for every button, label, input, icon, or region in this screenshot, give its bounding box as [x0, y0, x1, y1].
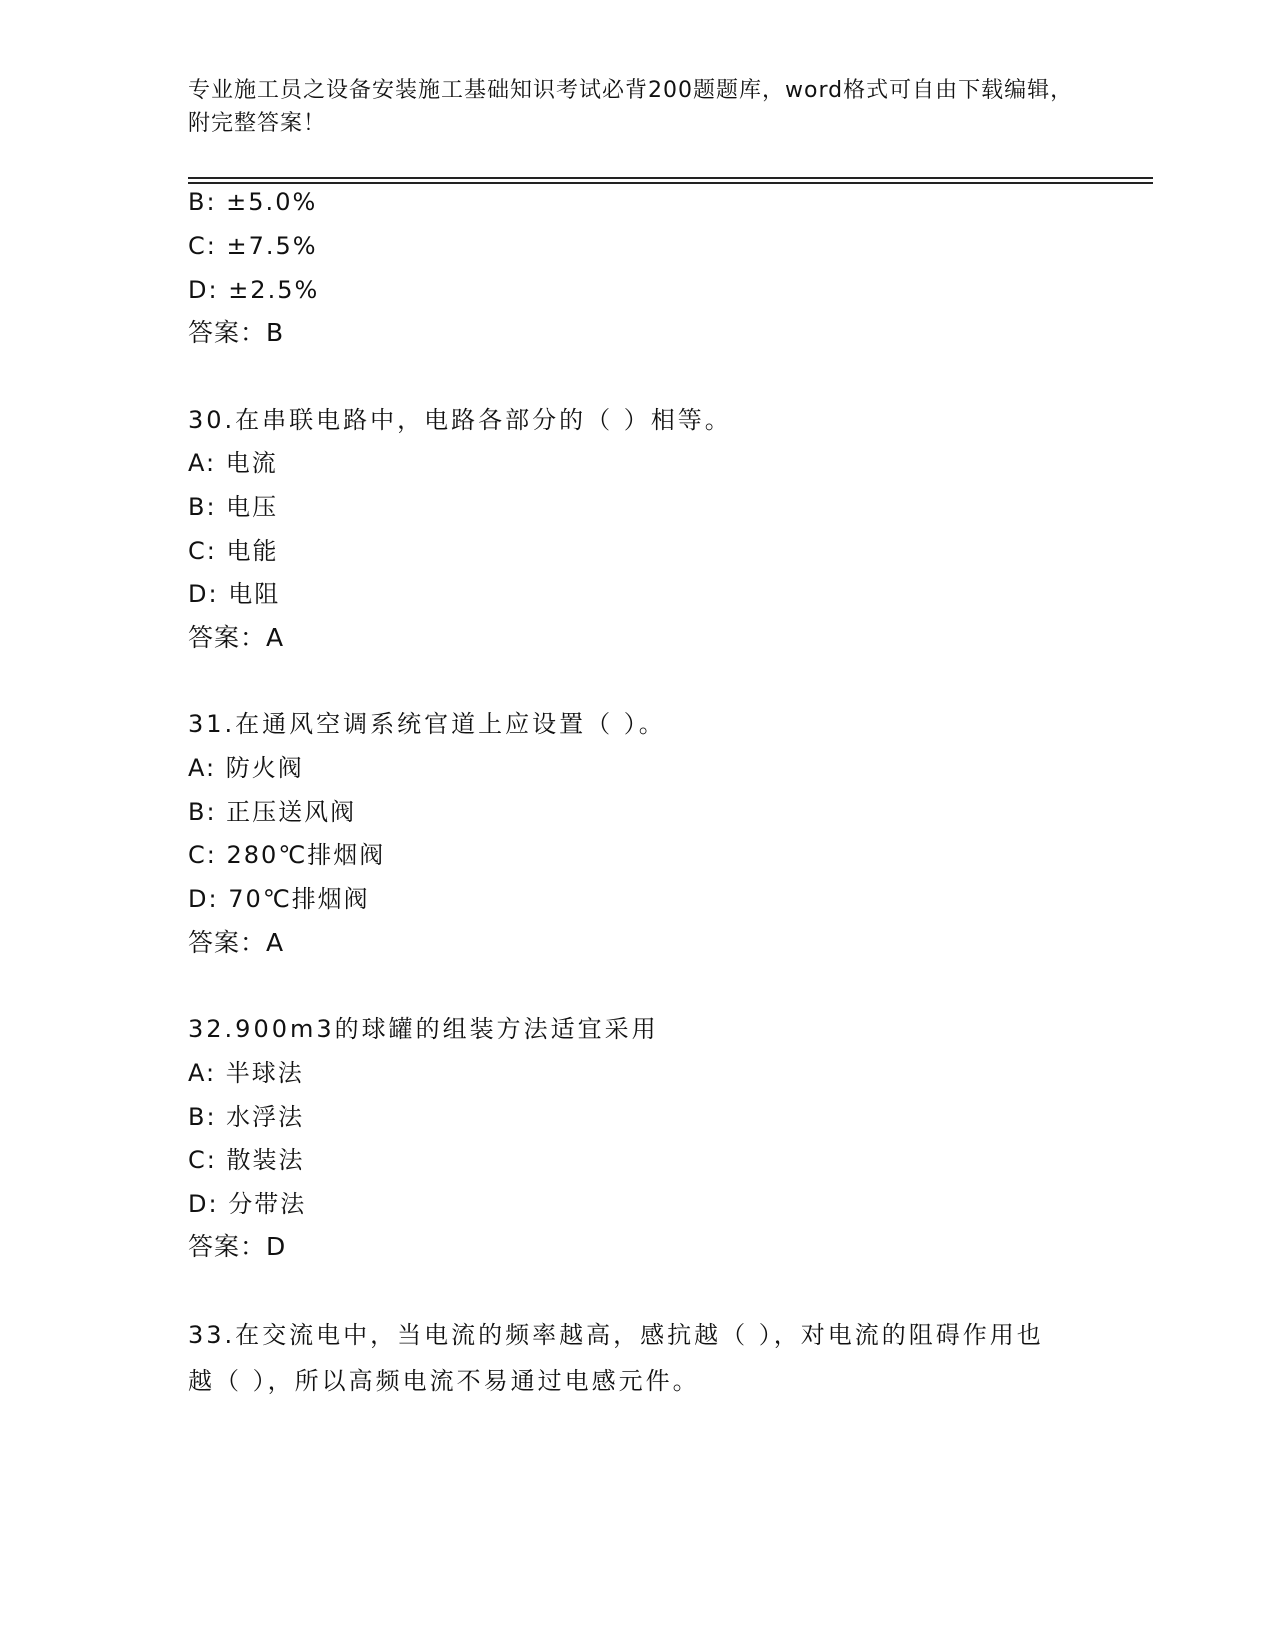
option-b: B: ±5.0%: [188, 188, 318, 216]
header-divider-top: [188, 177, 1153, 179]
option-a: A: 电流: [188, 449, 278, 477]
option-a: A: 防火阀: [188, 754, 304, 782]
option-d: D: 电阻: [188, 580, 281, 608]
question-stem: 33.在交流电中，当电流的频率越高，感抗越（ ），对电流的阻碍作用也越（ ），所以高频电流不易通过电感元件。: [188, 1321, 1044, 1395]
option-d: D: ±2.5%: [188, 276, 320, 304]
answer-line: 答案：A: [188, 623, 285, 652]
question-stem: 31.在通风空调系统官道上应设置（ ）。: [188, 710, 666, 738]
question-stem: 32.900m3的球罐的组装方法适宜采用: [188, 1015, 659, 1043]
document-title: 专业施工员之设备安装施工基础知识考试必背200题题库，word格式可自由下载编辑，附完整答案！: [188, 78, 1074, 136]
option-c: C: 280℃排烟阀: [188, 841, 386, 869]
answer-line: 答案：D: [188, 1232, 287, 1261]
option-c: C: 散装法: [188, 1146, 305, 1174]
answer-line: 答案：B: [188, 318, 285, 347]
option-c: C: 电能: [188, 537, 279, 565]
option-d: D: 70℃排烟阀: [188, 885, 370, 913]
header-divider-bottom: [188, 182, 1153, 184]
option-a: A: 半球法: [188, 1059, 304, 1087]
option-c: C: ±7.5%: [188, 232, 318, 260]
question-stem: 30.在串联电路中，电路各部分的（ ）相等。: [188, 406, 732, 434]
option-b: B: 电压: [188, 493, 279, 521]
answer-line: 答案：A: [188, 928, 285, 957]
option-b: B: 正压送风阀: [188, 798, 357, 826]
option-d: D: 分带法: [188, 1190, 307, 1218]
option-b: B: 水浮法: [188, 1103, 305, 1131]
